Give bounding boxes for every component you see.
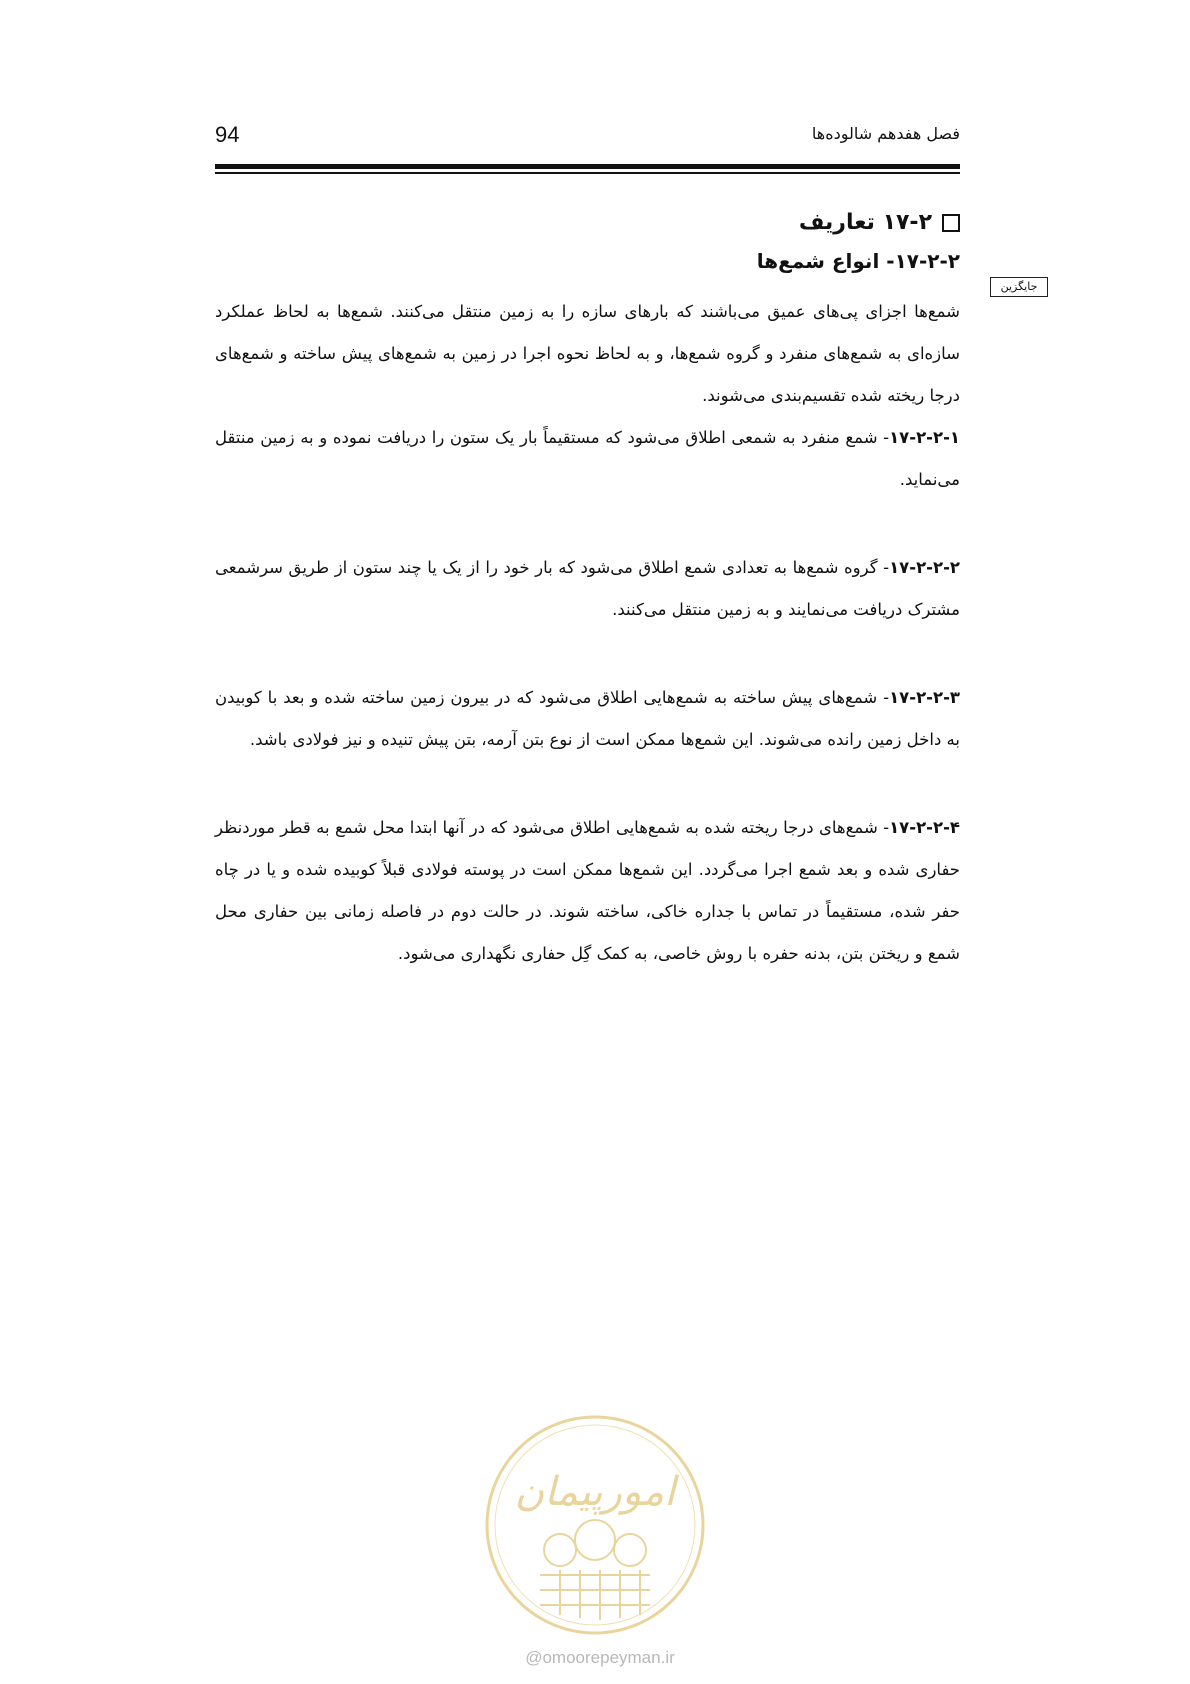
paragraph-item-1 xyxy=(215,417,960,501)
paragraph-text: - گروه شمع‌ها به تعدادی شمع اطلاق می‌شود که بار خود را از یک یا چند ستون از طریق سرشمعی مشترک دریافت می‌نمایند و به زمین منتقل می‌کنند. xyxy=(215,558,960,619)
paragraph-text: - شمع‌های پیش ساخته به شمع‌هایی اطلاق می‌شود که در بیرون زمین ساخته شده و بعد با کوبیدن به داخل زمین رانده می‌شوند. این شمع‌ها ممکن است از نوع بتن آرمه، بتن پیش تنیده و نیز فولادی باشد. xyxy=(215,688,960,749)
section-heading xyxy=(215,210,960,235)
margin-note: جایگزین xyxy=(990,277,1048,297)
paragraph-item-3 xyxy=(215,677,960,761)
header-rule-thin xyxy=(215,172,960,174)
paragraph-item-4 xyxy=(215,807,960,975)
section-title: ۱۷-۲ تعاریف xyxy=(798,210,932,235)
chapter-title: فصل هفدهم شالوده‌ها xyxy=(811,124,960,143)
header-rule-thick xyxy=(215,164,960,169)
paragraph-intro xyxy=(215,291,960,417)
paragraph-item-2 xyxy=(215,547,960,631)
clause-number: ۱۷-۲-۲-۳ xyxy=(889,688,960,707)
page-number: 94 xyxy=(215,122,240,147)
clause-number: ۱۷-۲-۲-۴ xyxy=(889,818,960,837)
paragraph-text: - شمع‌های درجا ریخته شده به شمع‌هایی اطلاق می‌شود که در آنها ابتدا محل شمع به قطر موردنظر حفاری شده و بعد شمع اجرا می‌گردد. این شمع‌ها ممکن است در پوسته فولادی قبلاً کوبیده شده و یا در چاه حفر شده، مستقیماً در تماس با جداره خاکی، ساخته شوند. در حالت دوم در فاصله زمانی بین حفاری محل شمع و ریختن بتن، بدنه حفره با روش خاصی، به کمک گِل حفاری نگهداری می‌شود. xyxy=(215,818,960,963)
watermark-url: @omoorepeyman.ir xyxy=(525,1648,675,1667)
watermark-logo xyxy=(480,1410,710,1640)
paragraph-text: شمع‌ها اجزای پی‌های عمیق می‌باشند که بارهای سازه را به زمین منتقل می‌کنند. شمع‌ها به لحاظ عملکرد سازه‌ای به شمع‌های منفرد و گروه شمع‌ها، و به لحاظ نحوه اجرا در زمین به شمع‌های پیش ساخته و شمع‌های درجا ریخته شده تقسیم‌بندی می‌شوند. xyxy=(215,302,960,405)
clause-number: ۱۷-۲-۲-۱ xyxy=(889,428,960,447)
svg-text:امورپیمان: امورپیمان xyxy=(514,1469,676,1515)
subsection-title: ۱۷-۲-۲- انواع شمع‌ها xyxy=(756,249,960,273)
checkbox-icon xyxy=(942,214,960,232)
paragraph-text: - شمع منفرد به شمعی اطلاق می‌شود که مستقیماً بار یک ستون را دریافت نموده و به زمین منتقل می‌نماید. xyxy=(215,428,960,489)
clause-number: ۱۷-۲-۲-۲ xyxy=(889,558,960,577)
page-header xyxy=(215,122,960,152)
page-content xyxy=(215,210,960,975)
